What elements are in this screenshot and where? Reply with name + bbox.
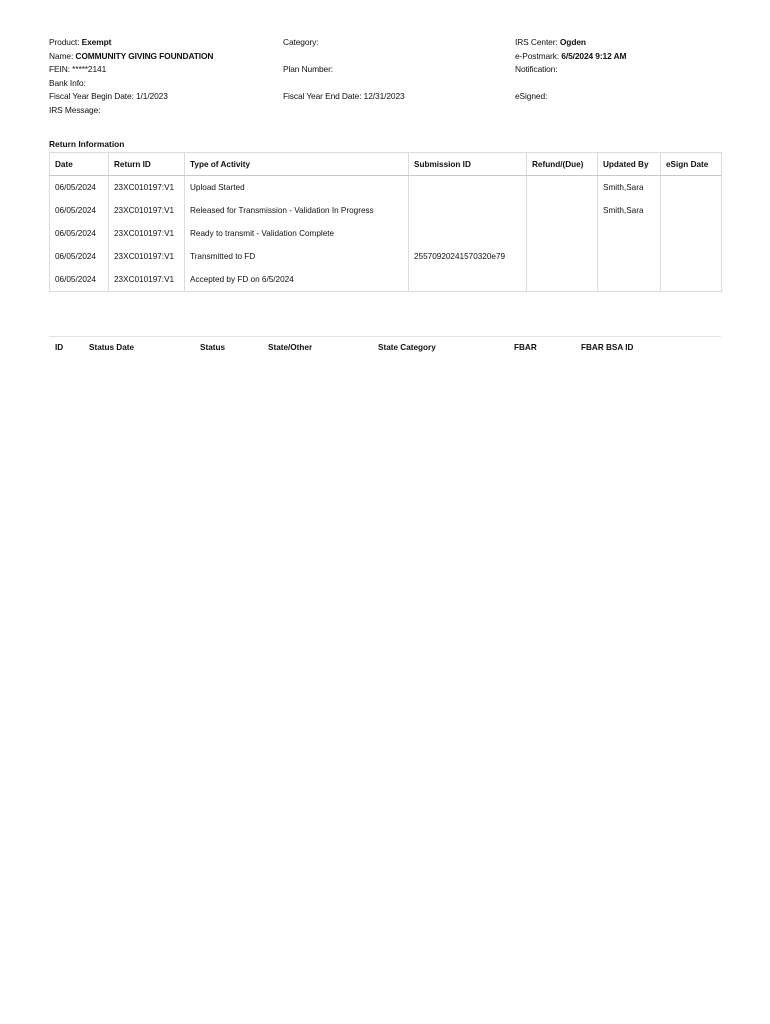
cell-return-id: 23XC010197:V1 — [109, 222, 185, 245]
column-header-refund-due: Refund/(Due) — [527, 153, 598, 176]
blank-line — [283, 77, 508, 91]
column-header-state-other: State/Other — [268, 343, 313, 352]
cell-type-of-activity: Transmitted to FD — [185, 245, 409, 268]
cell-refund-due — [527, 222, 598, 245]
section-divider — [49, 336, 721, 337]
notification-line — [515, 63, 745, 77]
cell-type-of-activity: Upload Started — [185, 176, 409, 200]
column-header-return-id: Return ID — [109, 153, 185, 176]
cell-refund-due — [527, 268, 598, 292]
name-label: Name: — [49, 50, 76, 61]
column-header-date: Date — [50, 153, 109, 176]
cell-return-id: 23XC010197:V1 — [109, 199, 185, 222]
column-header-state-category: State Category — [378, 343, 436, 352]
cell-date: 06/05/2024 — [50, 176, 109, 200]
plan-number-label: Plan Number: — [283, 64, 334, 75]
cell-esign-date — [661, 268, 722, 292]
cell-refund-due — [527, 245, 598, 268]
esigned-label: eSigned: — [515, 91, 548, 102]
table-row — [50, 222, 722, 245]
fiscal-end-value: 12/31/2023 — [363, 91, 405, 102]
irs-message-line — [49, 104, 279, 118]
cell-refund-due — [527, 176, 598, 200]
fein-value: *****2141 — [72, 64, 107, 75]
fiscal-end-line — [283, 90, 508, 104]
table-header-row — [50, 153, 722, 176]
cell-updated-by — [598, 222, 661, 245]
irs-center-line — [515, 36, 745, 50]
irs-message-label: IRS Message: — [49, 104, 101, 115]
table-row — [50, 176, 722, 200]
column-header-fbar-bsa-id: FBAR BSA ID — [581, 343, 634, 352]
product-value: Exempt — [81, 37, 112, 47]
cell-date: 06/05/2024 — [50, 222, 109, 245]
cell-type-of-activity: Accepted by FD on 6/5/2024 — [185, 268, 409, 292]
column-header-updated-by: Updated By — [598, 153, 661, 176]
cell-submission-id — [409, 199, 527, 222]
fein-label: FEIN: — [49, 64, 73, 75]
cell-esign-date — [661, 222, 722, 245]
irs-center-value: Ogden — [559, 37, 586, 47]
return-information-title: Return Information — [49, 139, 125, 149]
epostmark-line — [515, 50, 745, 64]
cell-date: 06/05/2024 — [50, 199, 109, 222]
column-header-status: Status — [200, 343, 226, 352]
bank-info-line — [49, 77, 279, 91]
cell-submission-id: 25570920241570320e79 — [409, 245, 527, 268]
column-header-type-of-activity: Type of Activity — [185, 153, 409, 176]
epostmark-value: 6/5/2024 9:12 AM — [561, 50, 627, 61]
cell-submission-id — [409, 176, 527, 200]
cell-type-of-activity: Ready to transmit - Validation Complete — [185, 222, 409, 245]
category-label: Category: — [283, 37, 319, 47]
header-column-2 — [283, 36, 508, 104]
table-row — [50, 268, 722, 292]
cell-updated-by — [598, 245, 661, 268]
cell-updated-by: Smith,Sara — [598, 176, 661, 200]
fiscal-begin-label: Fiscal Year Begin Date: — [49, 91, 136, 102]
fein-line — [49, 63, 279, 77]
cell-date: 06/05/2024 — [50, 245, 109, 268]
product-label: Product: — [49, 37, 82, 47]
table-row — [50, 245, 722, 268]
product-line — [49, 36, 279, 50]
column-header-esign-date: eSign Date — [661, 153, 722, 176]
esigned-line — [515, 90, 745, 104]
cell-return-id: 23XC010197:V1 — [109, 176, 185, 200]
blank-line — [283, 50, 508, 64]
cell-esign-date — [661, 245, 722, 268]
name-value: COMMUNITY GIVING FOUNDATION — [75, 50, 214, 61]
column-header-fbar: FBAR — [514, 343, 537, 352]
column-header-status-date: Status Date — [89, 343, 135, 352]
fiscal-end-label: Fiscal Year End Date: — [283, 91, 364, 102]
epostmark-label: e-Postmark: — [515, 50, 562, 61]
notification-label: Notification: — [515, 64, 558, 75]
fiscal-begin-line — [49, 90, 279, 104]
cell-updated-by — [598, 268, 661, 292]
cell-type-of-activity: Released for Transmission - Validation In Progress — [185, 199, 409, 222]
header-column-3 — [515, 36, 745, 104]
column-header-id: ID — [55, 343, 64, 352]
cell-date: 06/05/2024 — [50, 268, 109, 292]
plan-number-line — [283, 63, 508, 77]
cell-return-id: 23XC010197:V1 — [109, 245, 185, 268]
fiscal-begin-value: 1/1/2023 — [135, 91, 168, 102]
header-column-1 — [49, 36, 279, 118]
name-line — [49, 50, 279, 64]
blank-line — [515, 77, 745, 91]
category-line — [283, 36, 508, 50]
bank-info-label: Bank Info: — [49, 77, 86, 88]
cell-return-id: 23XC010197:V1 — [109, 268, 185, 292]
cell-submission-id — [409, 222, 527, 245]
return-information-table — [49, 152, 722, 292]
cell-refund-due — [527, 199, 598, 222]
table-row — [50, 199, 722, 222]
cell-submission-id — [409, 268, 527, 292]
cell-esign-date — [661, 176, 722, 200]
column-header-submission-id: Submission ID — [409, 153, 527, 176]
cell-esign-date — [661, 199, 722, 222]
cell-updated-by: Smith,Sara — [598, 199, 661, 222]
irs-center-label: IRS Center: — [515, 37, 560, 47]
